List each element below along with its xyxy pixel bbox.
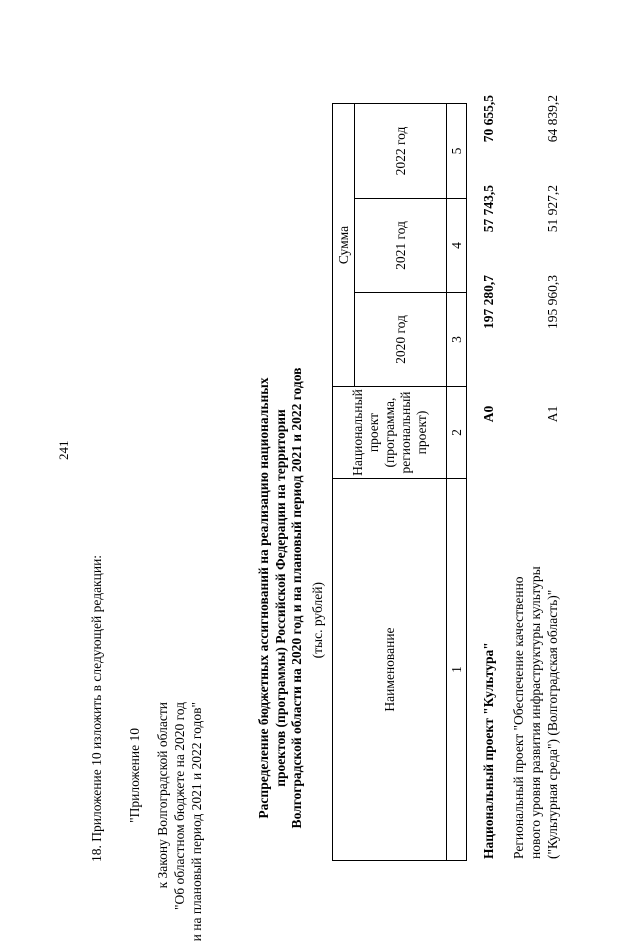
row-value-2022: 64 839,2 [545, 95, 560, 143]
header-project: Национальный проект (программа, региональный проект) [333, 387, 447, 479]
row-name: Национальный проект "Культура" [481, 642, 496, 859]
allocation-table-header [332, 103, 467, 861]
row-value-2020: 195 960,3 [545, 275, 560, 329]
page-number: 241 [56, 440, 71, 460]
document-title: Распределение бюджетных ассигнований на реализацию национальных проектов (программы) Российской Федерации на территории Волгоградской области на 2020 год и на плановый период 2021 и 2022 годов [256, 367, 304, 829]
row-value-2020: 197 280,7 [481, 275, 496, 329]
header-sum: Сумма [333, 104, 355, 387]
col-number-4: 4 [447, 199, 467, 293]
row-code: А0 [481, 405, 496, 423]
row-value-2022: 70 655,5 [481, 95, 496, 143]
row-value-2021: 57 743,5 [481, 185, 496, 233]
row-name: Региональный проект "Обеспечение качественно нового уровня развития инфраструктуры культуры ("Культурная среда") (Волгоградская область)" [511, 566, 560, 859]
intro-text: 18. Приложение 10 изложить в следующей редакции: [89, 554, 104, 862]
header-2022: 2022 год [355, 104, 447, 199]
col-number-5: 5 [447, 104, 467, 199]
header-2020: 2020 год [355, 293, 447, 387]
col-number-1: 1 [447, 479, 467, 861]
row-code: А1 [545, 405, 560, 423]
col-number-2: 2 [447, 387, 467, 479]
table-row [480, 95, 500, 859]
table-row [510, 95, 570, 859]
header-name: Наименование [333, 479, 447, 861]
header-2021: 2021 год [355, 199, 447, 293]
law-reference: к Закону Волгоградской области "Об областном бюджете на 2020 год и на плановый период 2021 и 2022 годов" [155, 702, 204, 941]
unit-label: (тыс. рублей) [310, 582, 325, 659]
col-number-3: 3 [447, 293, 467, 387]
appendix-label: "Приложение 10 [127, 728, 142, 823]
row-value-2021: 51 927,2 [545, 185, 560, 233]
